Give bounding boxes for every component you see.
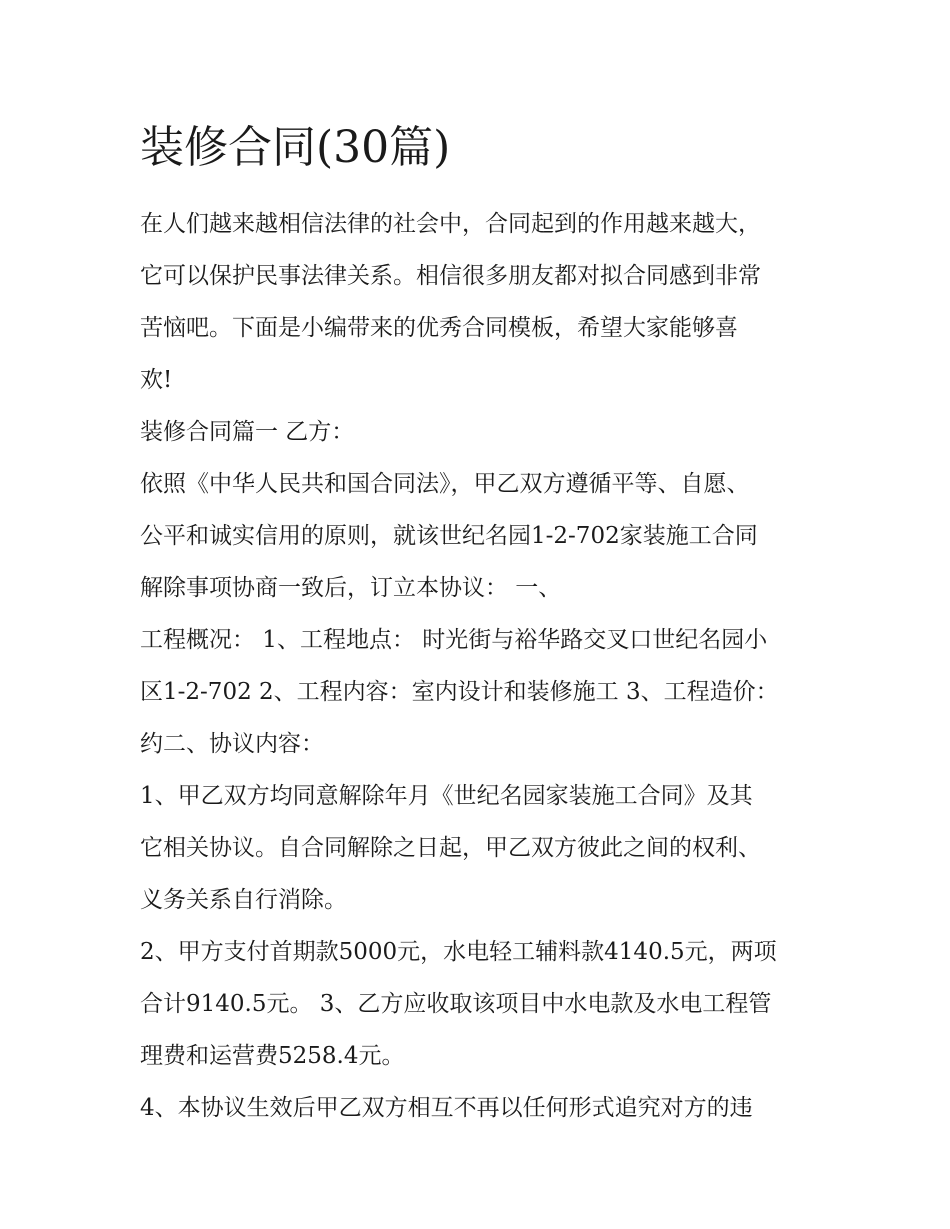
body-line: 4、本协议生效后甲乙双方相互不再以任何形式追究对方的违 (140, 1095, 753, 1121)
body-line: 公平和诚实信用的原则，就该世纪名园1-2-702家装施工合同 (140, 523, 758, 549)
body-line: 它可以保护民事法律关系。相信很多朋友都对拟合同感到非常 (140, 263, 761, 289)
body-line: 约二、协议内容： (140, 731, 324, 757)
document-body (140, 198, 820, 1134)
body-line: 义务关系自行消除。 (140, 887, 347, 913)
body-line: 区1-2-702 2、工程内容：室内设计和装修施工 3、工程造价： (140, 679, 779, 705)
body-line: 依照《中华人民共和国合同法》，甲乙双方遵循平等、自愿、 (140, 471, 750, 497)
body-line: 解除事项协商一致后，订立本协议： 一、 (140, 575, 562, 601)
body-line: 苦恼吧。下面是小编带来的优秀合同模板，希望大家能够喜 (140, 315, 738, 341)
body-line: 1、甲乙双方均同意解除年月《世纪名园家装施工合同》及其 (140, 783, 753, 809)
body-line: 理费和运营费5258.4元。 (140, 1043, 405, 1069)
body-line: 合计9140.5元。 3、乙方应收取该项目中水电款及水电工程管 (140, 991, 772, 1017)
body-line: 欢! (140, 367, 173, 393)
section-heading: 装修合同篇一 乙方： (140, 419, 355, 445)
body-line: 工程概况： 1、工程地点： 时光街与裕华路交叉口世纪名园小 (140, 627, 768, 653)
body-line: 在人们越来越相信法律的社会中，合同起到的作用越来越大， (140, 211, 761, 237)
body-line: 2、甲方支付首期款5000元，水电轻工辅料款4140.5元，两项 (140, 939, 777, 965)
body-line: 它相关协议。自合同解除之日起，甲乙双方彼此之间的权利、 (140, 835, 761, 861)
document-title: 装修合同(30篇) (140, 122, 451, 173)
